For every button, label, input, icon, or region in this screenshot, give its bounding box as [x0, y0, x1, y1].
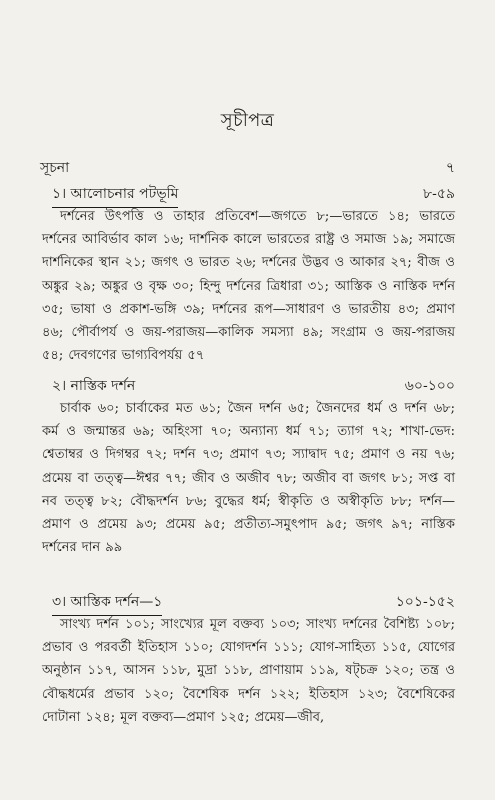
toc-pages: ৭ — [445, 160, 455, 176]
toc-pages: ৮-৫৯ — [423, 186, 455, 202]
toc-entry-2 — [52, 374, 455, 398]
toc-pages: ৬০-১০০ — [404, 378, 455, 394]
toc-entry-text: চার্বাক ৬০; চার্বাকের মত ৬১; জৈন দর্শন ৬৫; জৈনদের ধর্ম ও দর্শন ৬৮; কর্ম ও জন্মান্তর ৬৯; অহিংসা ৭০; অন্যান্য ধর্ম ৭১; ত্যাগ ৭২; শাখা-ভেদ: শ্বেতাম্বর ও দিগম্বর ৭২; দর্শন ৭৩; প্রমাণ ৭৩; স্যাদ্বাদ ৭৫; প্রমাণ ও নয় ৭৬; প্রমেয় বা তত্ত্ব—ঈশ্বর ৭৭; জীব ও অজীব ৭৮; অজীব বা জগৎ ৮১; সপ্ত বা নব তত্ত্ব ৮২; বৌদ্ধদর্শন ৮৬; বুদ্ধের ধর্ম; স্বীকৃতি ও অস্বীকৃতি ৮৮; দর্শন—প্রমাণ ও প্রমেয় ৯৩; প্রমেয় ৯৫; প্রতীত্য-সমুৎপাদ ৯৫; জগৎ ৯৭; নাস্তিক দর্শনের দান ৯৯ — [42, 401, 455, 556]
toc-heading: ১। আলোচনার পটভূমি — [52, 182, 178, 206]
toc-entry-3 — [52, 590, 455, 614]
toc-pages: ১০১-১৫২ — [395, 594, 455, 610]
toc-heading: ৩। আস্তিক দর্শন—১ — [52, 590, 162, 614]
page-title: সূচীপত্র — [220, 110, 275, 131]
toc-heading: ২। নাস্তিক দর্শন — [52, 378, 136, 394]
toc-entry-1 — [52, 182, 455, 206]
toc-entry-intro — [40, 156, 455, 180]
toc-entry-text: সাংখ্য দর্শন ১০১; সাংখ্যের মূল বক্তব্য ১০৩; সাংখ্য দর্শনের বৈশিষ্ট্য ১০৮; প্রভাব ও পরবর্তী ইতিহাস ১১০; যোগদর্শন ১১১; যোগ-সাহিত্য ১১৫, যোগের অনুষ্ঠান ১১৭, আসন ১১৮, মুদ্রা ১১৮, প্রাণায়াম ১১৯, ষট্‌চক্র ১২০; তন্ত্র ও বৌদ্ধধর্মের প্রভাব ১২০; বৈশেষিক দর্শন ১২২; ইতিহাস ১২৩; বৈশেষিকের দোটানা ১২৪; মূল বক্তব্য—প্রমাণ ১২৫; প্রমেয়—জীব, — [42, 617, 455, 725]
toc-entry-text: দর্শনের উৎপত্তি ও তাহার প্রতিবেশ—জগতে ৮;—ভারতে ১৪; ভারতে দর্শনের আবির্ভাব কাল ১৬; দার্শনিক কালে ভারতের রাষ্ট্র ও সমাজ ১৯; সমাজে দার্শনিকের স্থান ২১; জগৎ ও ভারত ২৬; দর্শনের উদ্ভব ও আকার ২৭; বীজ ও অঙ্কুর ২৯; অঙ্কুর ও বৃক্ষ ৩০; হিন্দু দর্শনের ত্রিধারা ৩১; আস্তিক ও নাস্তিক দর্শন ৩৫; ভাষা ও প্রকাশ-ভঙ্গি ৩৯; দর্শনের রূপ—সাধারণ ও ভারতীয় ৪৩; প্রমাণ ৪৬; পৌর্বাপর্য ও জয়-পরাজয়—কালিক সমস্যা ৪৯; সংগ্রাম ও জয়-পরাজয় ৫৪; দেবগণের ভাগ্যবিপর্যয় ৫৭ — [42, 209, 455, 364]
toc-heading: সূচনা — [40, 160, 70, 176]
